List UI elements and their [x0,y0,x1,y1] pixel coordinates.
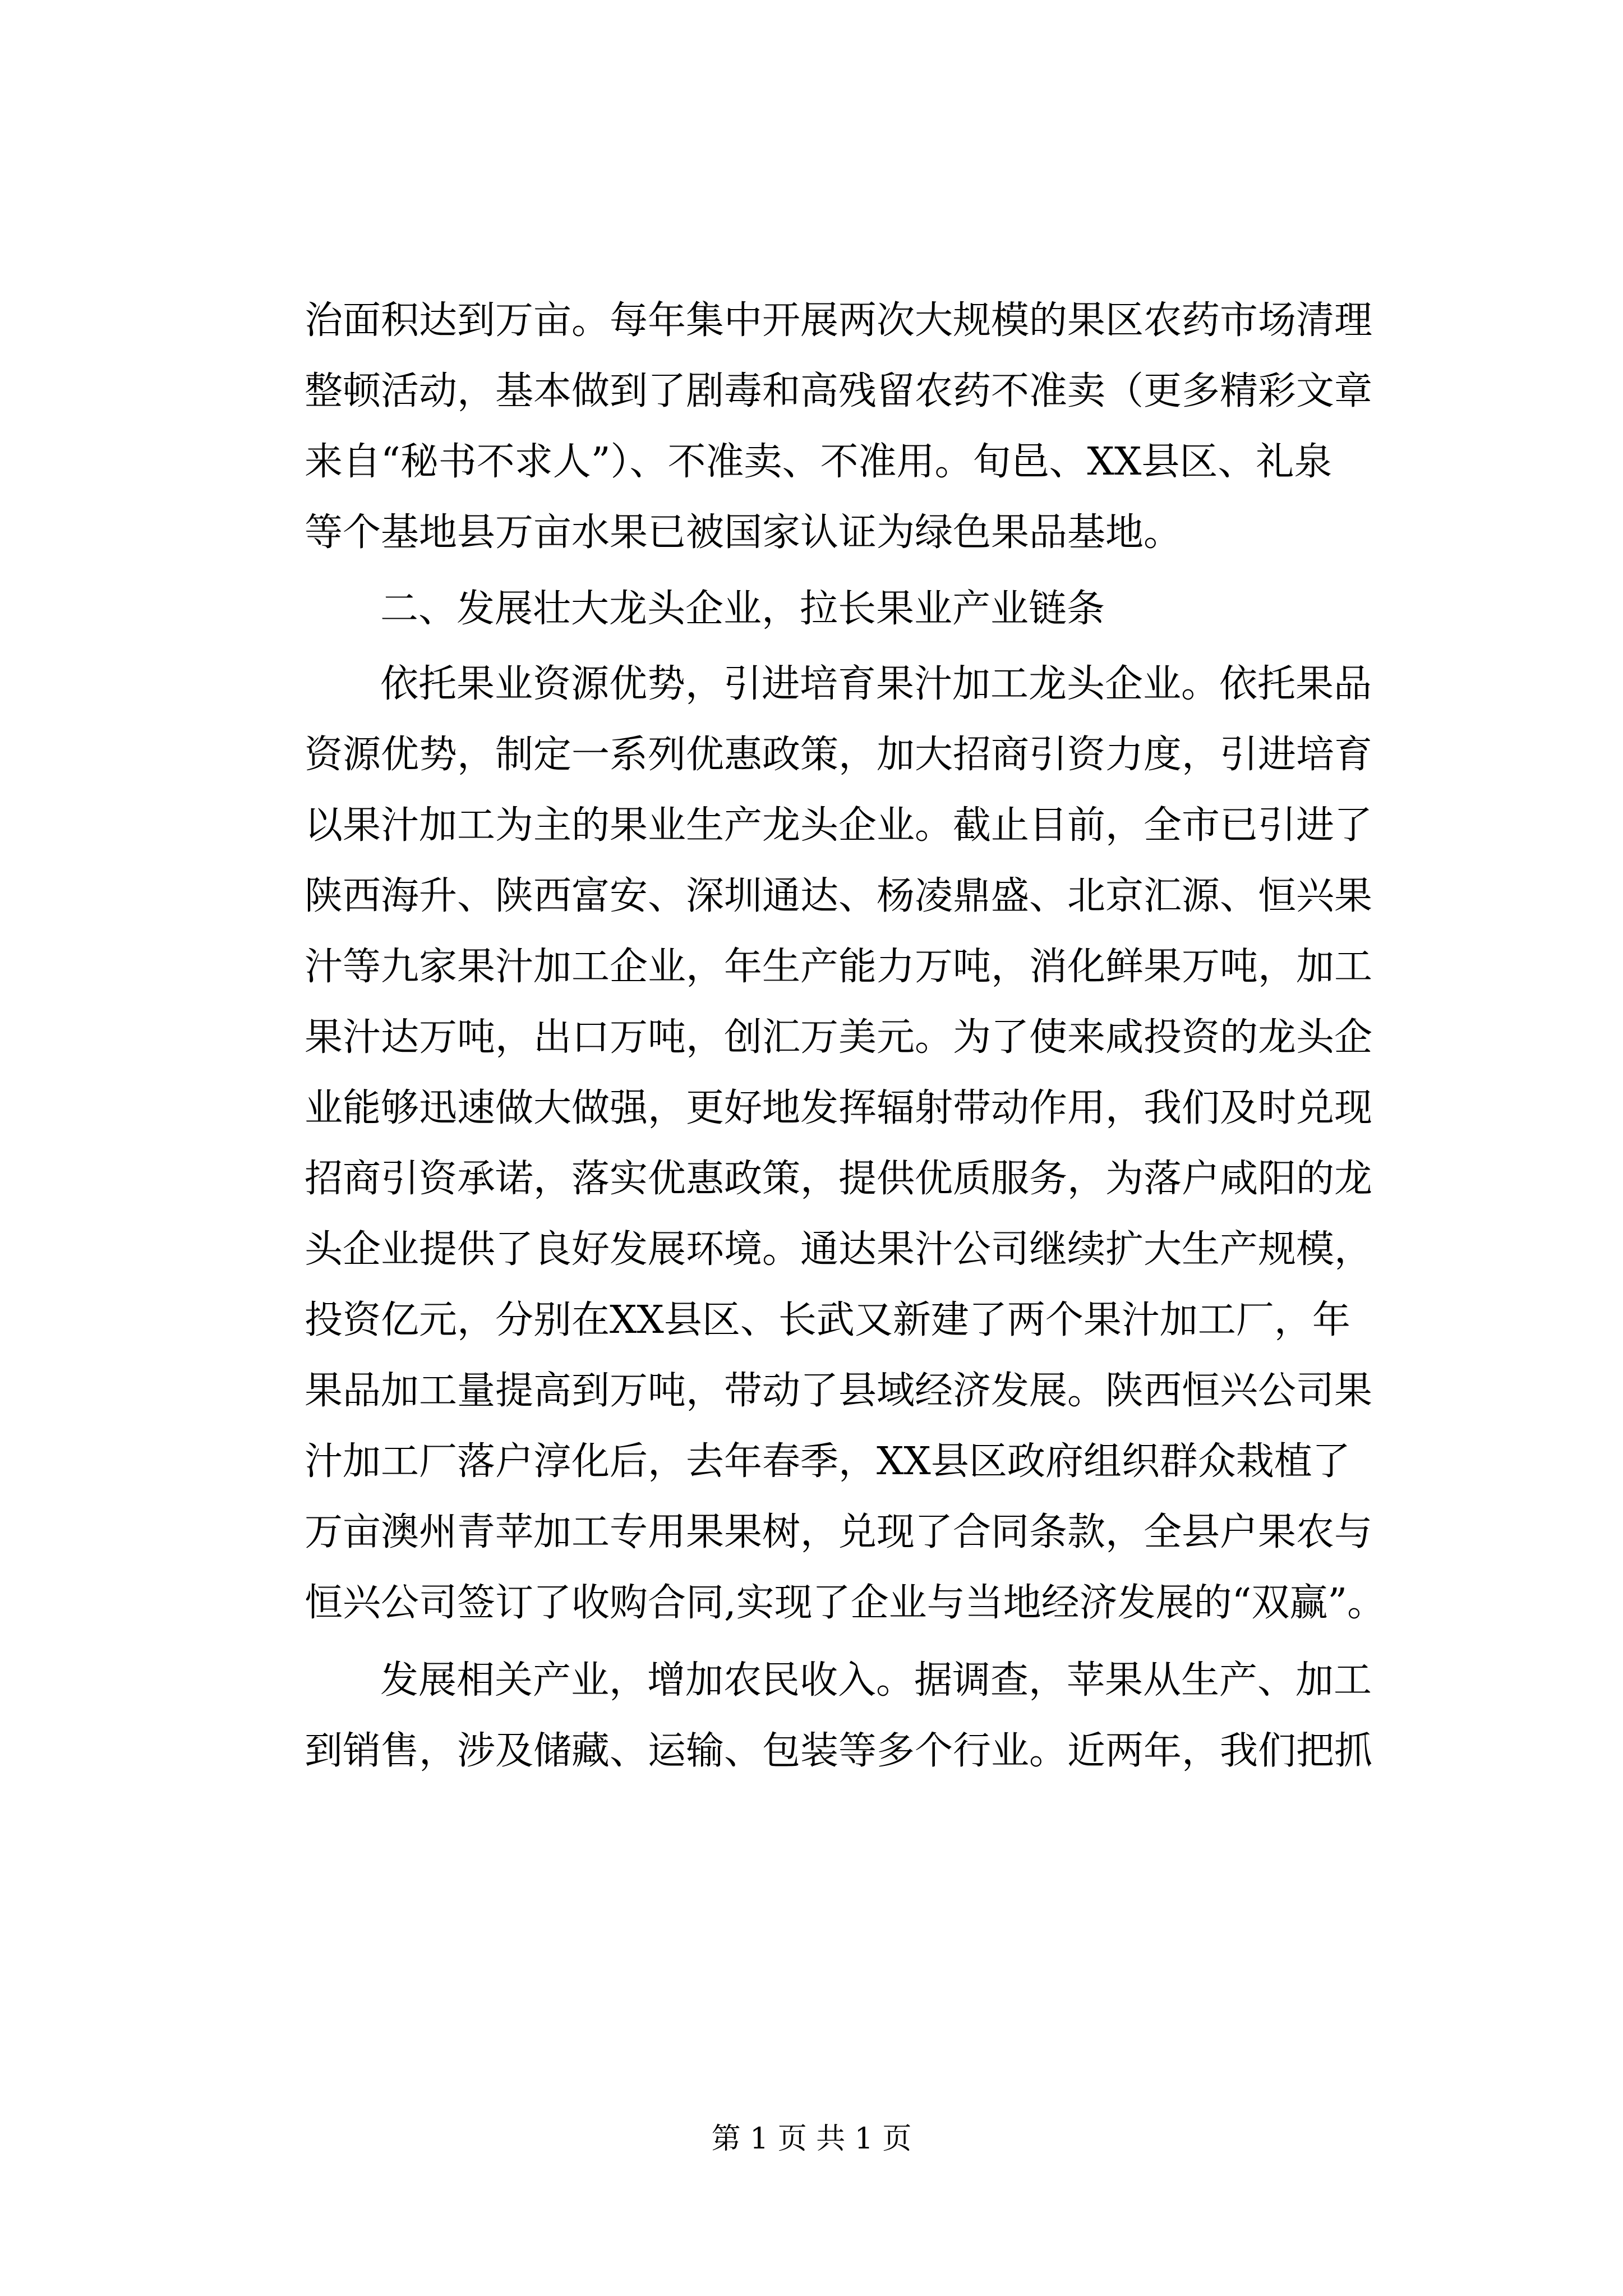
text-line: 陕西海升、陕西富安、深圳通达、杨凌鼎盛、北京汇源、恒兴果 [305,874,1373,918]
text-line: 业能够迅速做大做强，更好地发挥辐射带动作用，我们及时兑现 [305,1086,1373,1130]
text-line: 到销售，涉及储藏、运输、包装等多个行业。近两年，我们把抓 [305,1729,1373,1773]
text-line: 招商引资承诺，落实优惠政策，提供优质服务，为落户咸阳的龙 [305,1157,1373,1201]
text-line: 头企业提供了良好发展环境。通达果汁公司继续扩大生产规模， [305,1227,1373,1272]
text-line: 以果汁加工为主的果业生产龙头企业。截止目前，全市已引进了 [305,803,1373,848]
text-line: 汁加工厂落户淳化后，去年春季，XX县区政府组织群众栽植了 [305,1439,1350,1484]
section-heading: 二、发展壮大龙头企业，拉长果业产业链条 [380,587,1105,631]
paragraph-first-line: 发展相关产业，增加农民收入。据调查，苹果从生产、加工 [380,1658,1372,1703]
text-line: 整顿活动，基本做到了剧毒和高残留农药不准卖（更多精彩文章 [305,369,1373,413]
text-line: 等个基地县万亩水果已被国家认证为绿色果品基地。 [305,510,1182,555]
text-line: 汁等九家果汁加工企业，年生产能力万吨，消化鲜果万吨，加工 [305,945,1373,989]
text-line: 投资亿元，分别在XX县区、长武又新建了两个果汁加工厂，年 [305,1298,1350,1342]
text-line: 治面积达到万亩。每年集中开展两次大规模的果区农药市场清理 [305,298,1373,343]
page-number-footer: 第 1 页 共 1 页 [711,2122,912,2156]
paragraph-first-line: 依托果业资源优势，引进培育果汁加工龙头企业。依托果品 [380,662,1372,706]
text-line: 资源优势，制定一系列优惠政策，加大招商引资力度，引进培育 [305,733,1373,777]
text-line: 来自“秘书不求人”）、不准卖、不准用。旬邑、XX县区、礼泉 [305,440,1332,484]
text-line: 果汁达万吨，出口万吨，创汇万美元。为了使来咸投资的龙头企 [305,1015,1373,1060]
text-line: 果品加工量提高到万吨，带动了县域经济发展。陕西恒兴公司果 [305,1369,1373,1413]
text-line: 恒兴公司签订了收购合同,实现了企业与当地经济发展的“双赢”。 [305,1581,1386,1625]
text-line: 万亩澳州青苹加工专用果果树，兑现了合同条款，全县户果农与 [305,1510,1373,1554]
